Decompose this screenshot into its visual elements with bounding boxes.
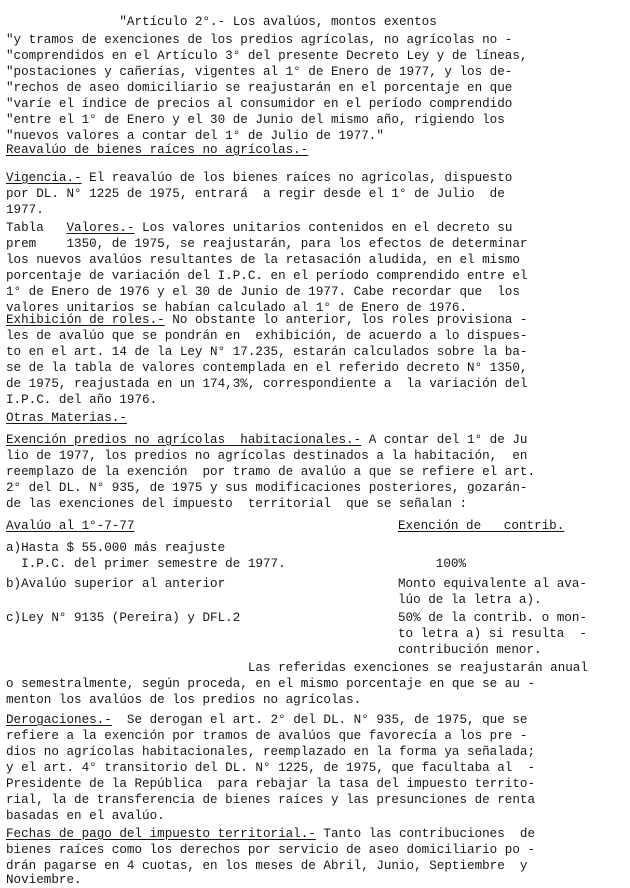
paragraph-line: drán pagarse en 4 cuotas, en los meses de Abril, Junio, Septiembre y (6, 859, 528, 873)
table-cell: 100% (398, 557, 467, 571)
paragraph-line: los nuevos avalúos resultantes de la retasación aludida, en el mismo (6, 253, 520, 267)
paragraph-line: Presidente de la República para rebajar la tasa del impuesto territo- (6, 777, 536, 791)
exencion-label: Exención predios no agrícolas habitacionales.- (6, 433, 362, 447)
section-heading-reavaluo: Reavalúo de bienes raíces no agrícolas.- (6, 143, 309, 157)
paragraph-line: Los valores unitarios contenidos en el decreto su (134, 221, 513, 235)
paragraph-line: dios no agrícolas habitacionales, reemplazado en la forma ya señalada; (6, 745, 536, 759)
paragraph-line: Tanto las contribuciones de (315, 827, 536, 841)
intro-line: "varíe el índice de precios al consumidor en el período comprendido (6, 97, 513, 111)
exhibicion-label: Exhibición de roles.- (6, 313, 165, 327)
table-cell: b)Avalúo superior al anterior (6, 577, 226, 591)
intro-line: "Artículo 2°.- Los avalúos, montos exentos (6, 15, 437, 29)
paragraph-line: I.P.C. del año 1976. (6, 393, 158, 407)
paragraph-line: les de avalúo que se pondrán en exhibición, de acuerdo a lo dispues- (6, 329, 528, 343)
paragraph-line: menton los avalúos de los predios no agrícolas. (6, 693, 362, 707)
paragraph-line: valores unitarios se habían calculado al 1° de Enero de 1976. (6, 301, 468, 315)
paragraph-line: to en el art. 14 de la Ley N° 17.235, estarán calculados sobre la ba- (6, 345, 528, 359)
table-header-avaluo: Avalúo al 1°-7-77 (6, 519, 135, 533)
table-cell: Monto equivalente al ava- (398, 577, 587, 591)
paragraph-line: de las exenciones del impuesto territorial que se señalan : (6, 497, 468, 511)
paragraph-line: Se derogan el art. 2° del DL. N° 935, de 1975, que se (111, 713, 528, 727)
intro-line: "postaciones y cañerías, vigentes al 1° de Enero de 1977, y los de- (6, 65, 513, 79)
paragraph-line: porcentaje de variación del I.P.C. en el período comprendido entre el (6, 269, 528, 283)
paragraph-line: prem 1350, de 1975, se reajustarán, para los efectos de determinar (6, 237, 528, 251)
table-cell: 50% de la contrib. o mon- (398, 611, 587, 625)
table-cell: contribución menor. (398, 643, 542, 657)
fechas-label: Fechas de pago del impuesto territorial.- (6, 827, 316, 841)
section-heading-otras: Otras Materias.- (6, 411, 127, 425)
table-header-exencion: Exención de contrib. (398, 519, 565, 533)
paragraph-line: No obstante lo anterior, los roles provisiona - (164, 313, 528, 327)
table-cell: a)Hasta $ 55.000 más reajuste (6, 541, 226, 555)
intro-line: "nuevos valores a contar del 1° de Julio de 1977." (6, 129, 384, 143)
paragraph-line: refiere a la exención por tramos de avalúos que favorecía a los pre - (6, 729, 528, 743)
paragraph-line: Noviembre. (6, 873, 82, 887)
valores-label: Valores.- (66, 221, 135, 235)
paragraph-line: y el art. 4° transitorio del DL. N° 1225, de 1975, que facultaba al - (6, 761, 536, 775)
paragraph-line: El reavalúo de los bienes raíces no agrícolas, dispuesto (81, 171, 513, 185)
paragraph-line: lio de 1977, los predios no agrícolas destinados a la habitación, en (6, 449, 528, 463)
table-cell: to letra a) si resulta - (398, 627, 587, 641)
table-cell: lúo de la letra a). (398, 593, 542, 607)
intro-line: "y tramos de exenciones de los predios agrícolas, no agrícolas no - (6, 33, 513, 47)
paragraph-line: rial, la de transferencia de bienes raíces y las presunciones de renta (6, 793, 536, 807)
paragraph-line: 1° de Enero de 1976 y el 30 de Junio de 1977. Cabe recordar que los (6, 285, 520, 299)
table-cell: I.P.C. del primer semestre de 1977. (6, 557, 286, 571)
paragraph-line: 2° del DL. N° 935, de 1975 y sus modificaciones posteriores, gozarán- (6, 481, 528, 495)
derogaciones-label: Derogaciones.- (6, 713, 112, 727)
paragraph-line: 1977. (6, 203, 44, 217)
paragraph-line: bienes raíces como los derechos por servicio de aseo domiciliario po - (6, 843, 536, 857)
paragraph-line: o semestralmente, según proceda, en el mismo porcentaje en que se au - (6, 677, 536, 691)
paragraph-line: por DL. N° 1225 de 1975, entrará a regir desde el 1° de Julio de (6, 187, 505, 201)
vigencia-label: Vigencia.- (6, 171, 82, 185)
intro-line: "entre el 1° de Enero y el 30 de Junio del mismo año, rigiendo los (6, 113, 505, 127)
intro-line: "comprendidos en el Artículo 3° del presente Decreto Ley y de líneas, (6, 49, 528, 63)
paragraph-line: Las referidas exenciones se reajustarán anual (6, 661, 588, 675)
paragraph-line: de 1975, reajustada en un 174,3%, correspondiente a la variación del (6, 377, 528, 391)
valores-prefix: Tabla (6, 221, 67, 235)
paragraph-line: reemplazo de la exención por tramo de avalúo a que se refiere el art. (6, 465, 536, 479)
paragraph-line: basadas en el avalúo. (6, 809, 165, 823)
paragraph-line: A contar del 1° de Ju (361, 433, 528, 447)
table-cell: c)Ley N° 9135 (Pereira) y DFL.2 (6, 611, 241, 625)
paragraph-line: se de la tabla de valores contemplada en el referido decreto N° 1350, (6, 361, 528, 375)
intro-line: "rechos de aseo domiciliario se reajustarán en el porcentaje en que (6, 81, 513, 95)
